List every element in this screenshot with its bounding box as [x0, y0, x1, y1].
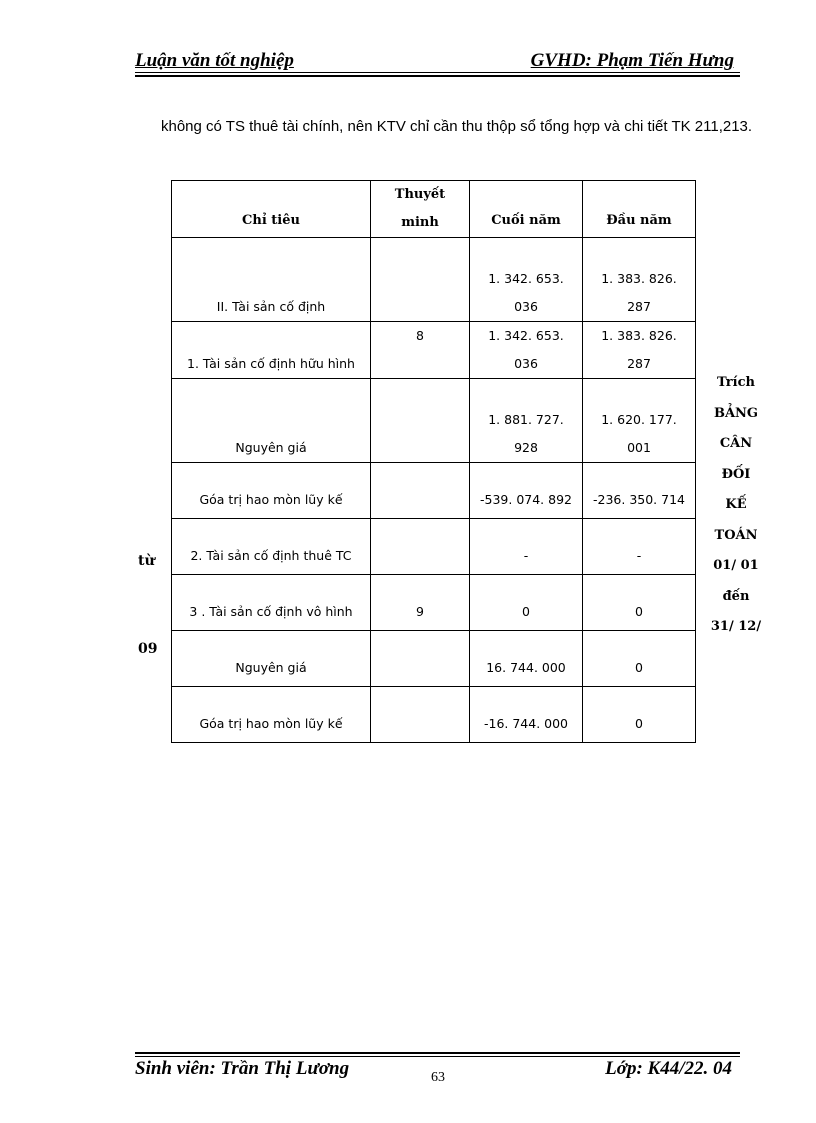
row-end-value-line2: 928 — [514, 440, 538, 455]
side-caption-line: TOÁN — [714, 527, 758, 543]
header-thuyet-minh-line2: minh — [401, 215, 439, 230]
balance-sheet-table — [171, 180, 696, 743]
row-start-value — [583, 463, 696, 519]
side-caption-line: 01/ 01 — [713, 558, 759, 573]
row-label — [172, 687, 371, 743]
row-note — [371, 519, 470, 575]
row-end-value — [470, 519, 583, 575]
row-end-value-text: 16. 744. 000 — [486, 660, 566, 675]
row-end-value-line1: 1. 342. 653. — [488, 271, 564, 286]
row-end-value-line1: 1. 342. 653. — [488, 328, 564, 343]
row-end-value — [470, 379, 583, 463]
row-label: 1. Tài sản cố định hữu hình — [172, 322, 371, 379]
row-end-value-line1: 1. 881. 727. — [488, 412, 564, 427]
row-note: 8 — [371, 322, 470, 379]
row-start-value-text: 0 — [635, 716, 643, 731]
row-end-value — [470, 238, 583, 322]
row-note — [371, 238, 470, 322]
side-caption-line: đến — [722, 588, 750, 604]
row-label-text: Nguyên giá — [235, 660, 307, 675]
page-number: 63 — [431, 1070, 445, 1085]
side-caption-line: 31/ 12/ — [710, 619, 762, 634]
row-note — [371, 687, 470, 743]
row-end-value — [470, 687, 583, 743]
header-advisor: GVHD: Phạm Tiến Hưng — [530, 50, 734, 71]
side-caption-line: Trích — [717, 375, 755, 390]
row-note — [371, 631, 470, 687]
row-end-value-text: -16. 744. 000 — [483, 716, 569, 731]
row-start-value — [583, 322, 696, 379]
row-end-value-text: -539. 074. 892 — [480, 492, 572, 507]
table-row — [172, 687, 696, 743]
left-caption-year: 09 — [138, 641, 158, 657]
page-header — [135, 48, 740, 74]
side-caption-line: ĐỐI — [721, 466, 751, 482]
header-thuyet-minh — [371, 181, 470, 238]
table-row — [172, 238, 696, 322]
header-chi-tieu: Chỉ tiêu — [172, 181, 371, 238]
body-paragraph — [137, 112, 760, 142]
row-note — [371, 379, 470, 463]
header-rule-thin — [135, 72, 740, 73]
row-end-value-line2: 036 — [514, 356, 538, 371]
table-row — [172, 575, 696, 631]
row-label — [172, 631, 371, 687]
row-label: II. Tài sản cố định — [172, 238, 371, 322]
row-start-value — [583, 687, 696, 743]
page-footer — [135, 1052, 740, 1092]
table-row — [172, 379, 696, 463]
row-end-value — [470, 575, 583, 631]
row-label: Nguyên giá — [172, 379, 371, 463]
row-label — [172, 575, 371, 631]
row-start-value-text: 0 — [635, 660, 643, 675]
table-row — [172, 631, 696, 687]
table-header-row — [172, 181, 696, 238]
footer-student: Sinh viên: Trần Thị Lương — [135, 1058, 350, 1079]
row-start-value-line2: 001 — [627, 440, 651, 455]
side-caption-line: KẾ — [725, 497, 747, 512]
header-thesis-title: Luận văn tốt nghiệp — [135, 50, 294, 71]
row-start-value — [583, 238, 696, 322]
row-start-value — [583, 575, 696, 631]
footer-class: Lớp: K44/22. 04 — [605, 1058, 732, 1079]
row-label-text: Góa trị hao mòn lũy kế — [199, 716, 343, 731]
row-start-value-text: - — [636, 548, 642, 563]
row-end-value-text: - — [523, 548, 529, 563]
row-label — [172, 463, 371, 519]
side-caption — [703, 368, 769, 643]
row-start-value-line1: 1. 383. 826. — [601, 328, 677, 343]
row-start-value-line1: 1. 383. 826. — [601, 271, 677, 286]
row-label-text: 2. Tài sản cố định thuê TC — [190, 548, 352, 563]
row-start-value — [583, 379, 696, 463]
row-note — [371, 575, 470, 631]
row-end-value — [470, 631, 583, 687]
footer-rule-thick — [135, 1052, 740, 1054]
side-caption-line: BẢNG — [713, 405, 759, 421]
row-start-value-text: 0 — [635, 604, 643, 619]
header-rule-thick — [135, 75, 740, 77]
row-label — [172, 519, 371, 575]
footer-rule-thin — [135, 1056, 740, 1057]
row-start-value — [583, 519, 696, 575]
header-cuoi-nam: Cuối năm — [470, 181, 583, 238]
row-end-value — [470, 463, 583, 519]
body-paragraph-text: không có TS thuê tài chính, nên KTV chỉ cần thu thộp sổ tổng hợp và chi tiết TK 211,213. — [161, 118, 753, 135]
row-start-value-line1: 1. 620. 177. — [601, 412, 677, 427]
side-caption-line: CÂN — [719, 436, 753, 451]
left-caption-tu: từ — [138, 553, 155, 569]
row-note — [371, 463, 470, 519]
header-thuyet-minh-line1: Thuyết — [394, 187, 446, 202]
row-end-value-line2: 036 — [514, 299, 538, 314]
row-start-value-line2: 287 — [627, 299, 651, 314]
row-start-value — [583, 631, 696, 687]
table-row — [172, 463, 696, 519]
header-dau-nam: Đầu năm — [583, 181, 696, 238]
row-label-text: 3 . Tài sản cố định vô hình — [189, 604, 353, 619]
row-label-text: Góa trị hao mòn lũy kế — [199, 492, 343, 507]
row-start-value-text: -236. 350. 714 — [593, 492, 685, 507]
row-note-text: 9 — [416, 604, 424, 619]
row-end-value — [470, 322, 583, 379]
table-row — [172, 519, 696, 575]
table-row — [172, 322, 696, 379]
row-end-value-text: 0 — [522, 604, 530, 619]
row-start-value-line2: 287 — [627, 356, 651, 371]
